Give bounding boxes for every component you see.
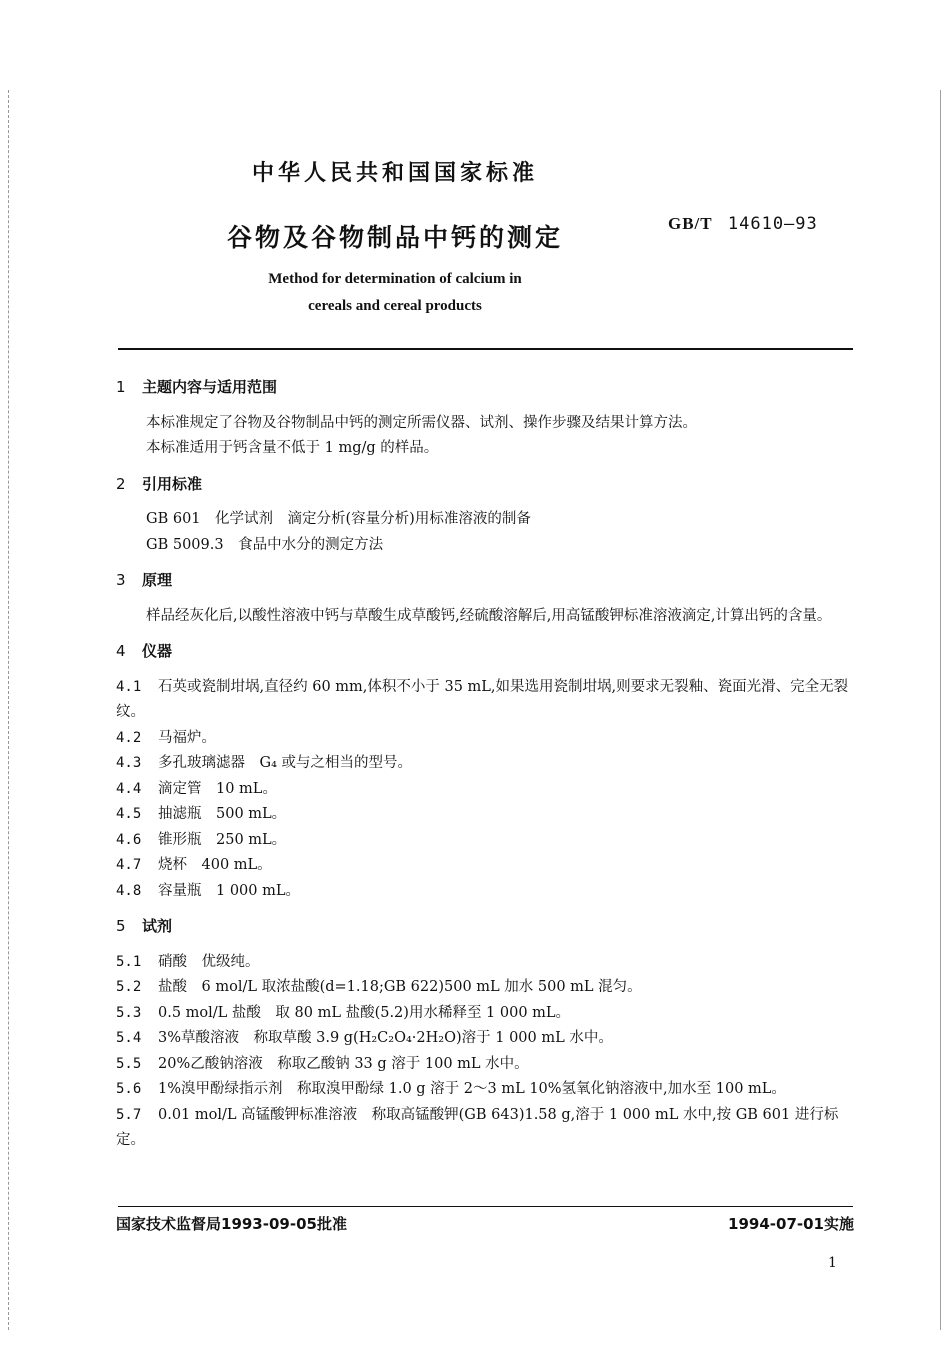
- section-title: 仪器: [142, 642, 173, 660]
- paragraph: 本标准规定了谷物及谷物制品中钙的测定所需仪器、试剂、操作步骤及结果计算方法。: [146, 414, 697, 431]
- reference-item: GB 601 化学试剂 滴定分析(容量分析)用标准溶液的制备: [146, 511, 531, 527]
- list-item: 4.8 容量瓶 1 000 mL。: [116, 882, 300, 899]
- section-number: 3: [116, 571, 126, 589]
- section-title: 主题内容与适用范围: [142, 378, 278, 396]
- reference-item: GB 5009.3 食品中水分的测定方法: [146, 536, 384, 553]
- footer-rule: [118, 1206, 853, 1207]
- page-number: 1: [828, 1255, 837, 1271]
- list-item: 4.4 滴定管 10 mL。: [116, 780, 277, 797]
- list-item: 5.2 盐酸 6 mol/L 取浓盐酸(d=1.18;GB 622)500 mL 加水 500 mL 混匀。: [116, 979, 642, 995]
- section-5: [116, 914, 856, 1154]
- list-item: 4.3 多孔玻璃滤器 G₄ 或与之相当的型号。: [116, 755, 413, 771]
- document-title-cn: 谷物及谷物制品中钙的测定: [226, 223, 563, 252]
- section-heading: [116, 639, 856, 665]
- section-title: 原理: [142, 571, 173, 589]
- section-number: 2: [116, 474, 126, 493]
- section-1: [116, 375, 856, 462]
- section-heading: [116, 472, 856, 498]
- section-number: 5: [116, 917, 126, 935]
- approval-date: 国家技术监督局1993-09-05批准: [116, 1215, 347, 1233]
- list-item: 4.1 石英或瓷制坩埚,直径约 60 mm,体积不小于 35 mL,如果选用瓷制坩埚,则要求无裂釉、瓷面光滑、完全无裂纹。: [116, 678, 849, 720]
- list-item: 5.5 20%乙酸钠溶液 称取乙酸钠 33 g 溶于 100 mL 水中。: [116, 1055, 529, 1072]
- section-number: 4: [116, 642, 126, 660]
- list-item: 5.4 3%草酸溶液 称取草酸 3.9 g(H₂C₂O₄·2H₂O)溶于 1 000 mL 水中。: [116, 1030, 613, 1046]
- list-item: 4.6 锥形瓶 250 mL。: [116, 831, 287, 848]
- effective-date: 1994-07-01实施: [728, 1215, 854, 1233]
- section-2: [116, 472, 856, 559]
- list-item: 5.1 硝酸 优级纯。: [116, 953, 260, 970]
- paragraph: 样品经灰化后,以酸性溶液中钙与草酸生成草酸钙,经硫酸溶解后,用高锰酸钾标准溶液滴定,计算出钙的含量。: [146, 607, 832, 624]
- section-3: [116, 568, 856, 629]
- list-item: 4.2 马福炉。: [116, 729, 216, 746]
- standard-title: 中华人民共和国国家标准: [251, 161, 538, 186]
- standard-code-prefix: GB/T: [668, 214, 713, 233]
- list-item: 5.3 0.5 mol/L 盐酸 取 80 mL 盐酸(5.2)用水稀释至 1 000 mL。: [116, 1004, 571, 1021]
- header-rule: [118, 348, 853, 350]
- en-title-line-1: Method for determination of calcium in: [268, 271, 522, 287]
- list-item: 4.7 烧杯 400 mL。: [116, 857, 272, 873]
- list-item: 5.6 1%溴甲酚绿指示剂 称取溴甲酚绿 1.0 g 溶于 2～3 mL 10%氢氧化钠溶液中,加水至 100 mL。: [116, 1081, 786, 1097]
- scan-edge-right: [940, 90, 942, 1330]
- document-body: [116, 375, 856, 1162]
- section-number: 1: [116, 378, 126, 396]
- list-item: 4.5 抽滤瓶 500 mL。: [116, 806, 287, 822]
- paragraph: 本标准适用于钙含量不低于 1 mg/g 的样品。: [146, 440, 439, 456]
- standard-code: [668, 214, 818, 234]
- section-4: [116, 639, 856, 904]
- section-title: 试剂: [142, 917, 173, 935]
- section-heading: [116, 914, 856, 940]
- section-title: 引用标准: [142, 474, 203, 493]
- section-heading: [116, 375, 856, 401]
- standard-code-number: 14610—93: [727, 214, 818, 234]
- document-title-en: [0, 266, 790, 320]
- en-title-line-2: cereals and cereal products: [308, 298, 482, 314]
- section-heading: [116, 568, 856, 594]
- list-item: 5.7 0.01 mol/L 高锰酸钾标准溶液 称取高锰酸钾(GB 643)1.58 g,溶于 1 000 mL 水中,按 GB 601 进行标定。: [116, 1106, 839, 1148]
